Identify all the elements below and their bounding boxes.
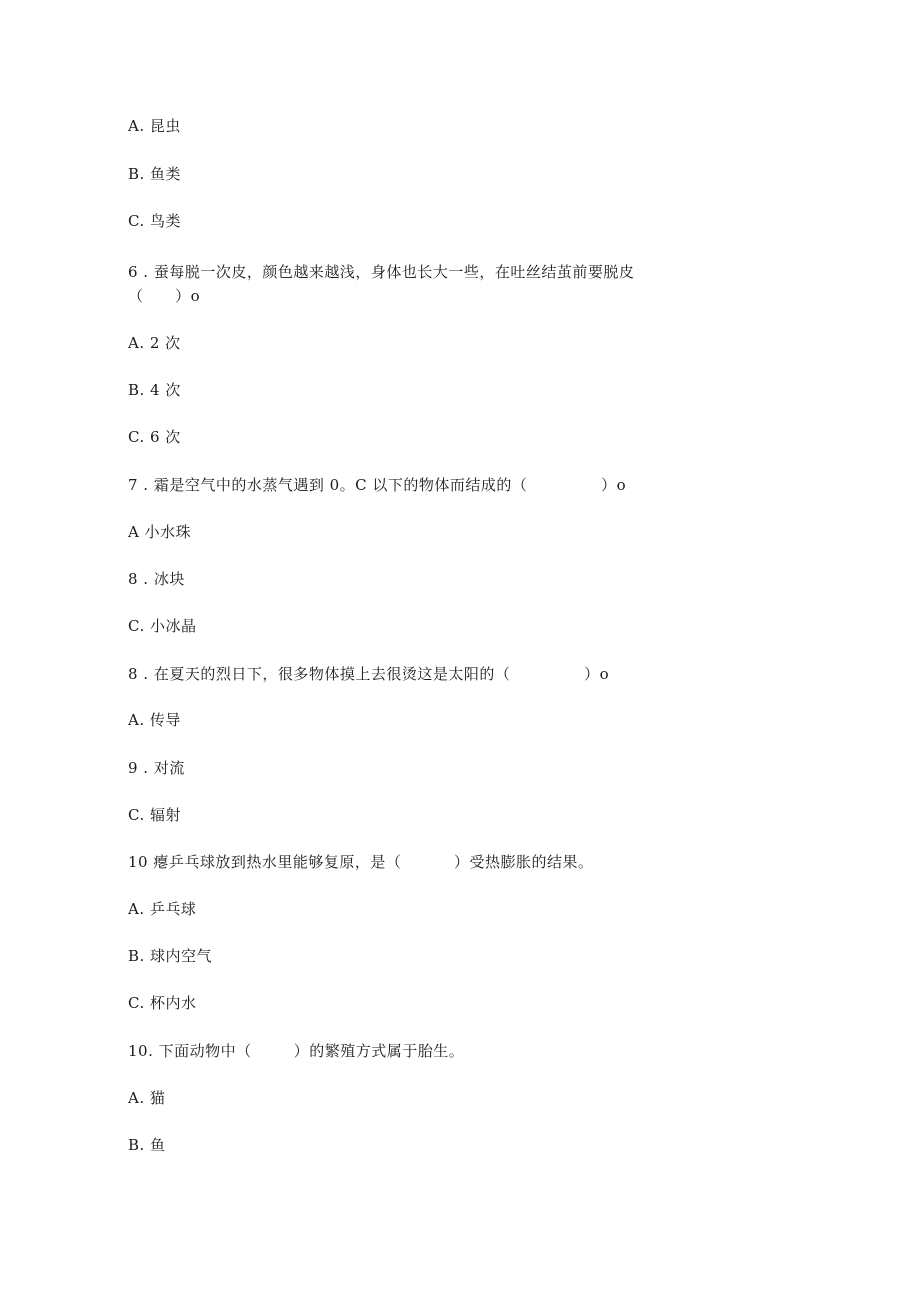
option-b-fish: B. 鱼类 — [128, 165, 182, 183]
question-10-viviparous: 10. 下面动物中（ ）的繁殖方式属于胎生。 — [128, 1042, 465, 1060]
option-a-insects: A. 昆虫 — [128, 117, 181, 135]
option-c-water-in-cup: C. 杯内水 — [128, 994, 197, 1012]
option-a-conduction: A. 传导 — [128, 711, 181, 729]
question-6: 6 . 蚕每脱一次皮，颜色越来越浅，身体也长大一些，在吐丝结茧前要脱皮 — [128, 263, 635, 281]
option-b-air-inside-ball: B. 球内空气 — [128, 947, 213, 965]
option-b-4-times: B. 4 次 — [128, 381, 181, 399]
question-7: 7 . 霜是空气中的水蒸气遇到 0。C 以下的物体而结成的（ ）o — [128, 476, 627, 494]
option-a-water-droplets: A 小水珠 — [128, 523, 192, 541]
question-10-ping-pong: 10 瘪乒乓球放到热水里能够复原，是（ ）受热膨胀的结果。 — [128, 853, 594, 871]
question-6-blank: （ ）o — [128, 287, 201, 305]
option-c-6-times: C. 6 次 — [128, 428, 181, 446]
option-a-cat: A. 猫 — [128, 1089, 166, 1107]
option-c-ice-crystals: C. 小冰晶 — [128, 617, 197, 635]
option-c-birds: C. 鸟类 — [128, 212, 181, 230]
question-8: 8 . 在夏天的烈日下，很多物体摸上去很烫这是太阳的（ ）o — [128, 665, 610, 683]
option-a-ping-pong-ball: A. 乒乓球 — [128, 900, 197, 918]
option-c-radiation: C. 辐射 — [128, 806, 181, 824]
option-b-convection: 9 . 对流 — [128, 759, 185, 777]
option-b-ice-block: 8 . 冰块 — [128, 570, 185, 588]
option-a-2-times: A. 2 次 — [128, 334, 181, 352]
option-b-fish-2: B. 鱼 — [128, 1136, 166, 1154]
